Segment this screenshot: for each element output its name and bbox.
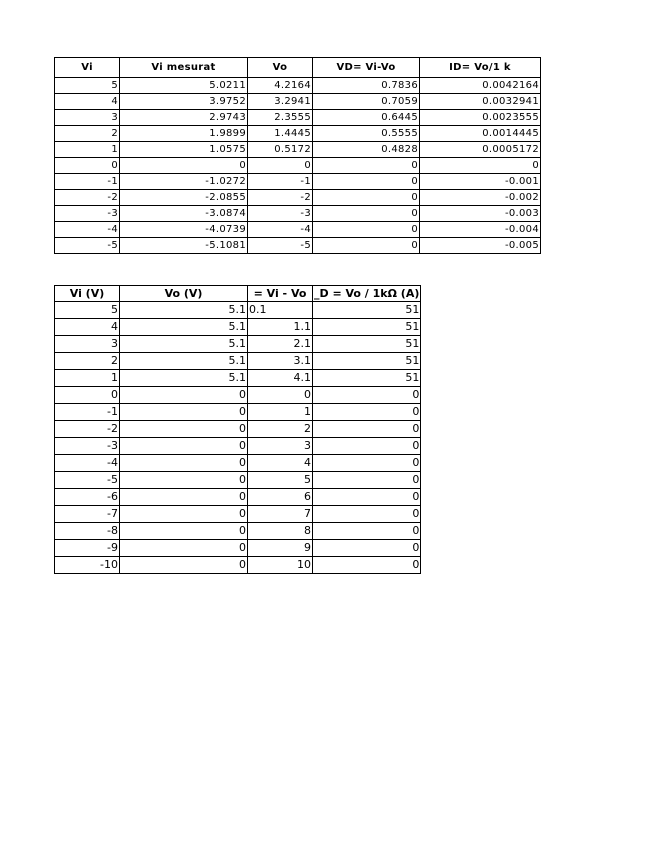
cell-vi: 1 — [55, 370, 120, 387]
cell-vi: 0 — [55, 387, 120, 404]
cell-vd: 0.4828 — [313, 142, 420, 158]
cell-id: 0 — [313, 540, 421, 557]
table-row — [55, 126, 541, 142]
cell-vd: 3.1 — [248, 353, 313, 370]
cell-vd: 2.1 — [248, 336, 313, 353]
cell-vo: 5.1 — [120, 336, 248, 353]
table-row — [55, 110, 541, 126]
cell-vd: 8 — [248, 523, 313, 540]
cell-vo: 0 — [120, 557, 248, 574]
cell-vi: -1 — [55, 174, 120, 190]
cell-vo: 5.1 — [120, 353, 248, 370]
header-vd: VD= Vi-Vo — [313, 58, 420, 78]
cell-id: 51 — [313, 370, 421, 387]
cell-vd: 1 — [248, 404, 313, 421]
cell-vd: 1.1 — [248, 319, 313, 336]
cell-vo: 0 — [120, 421, 248, 438]
cell-id: -0.001 — [420, 174, 541, 190]
table-row — [55, 489, 421, 506]
cell-vo: 0 — [120, 540, 248, 557]
cell-vi-mesurat: 5.0211 — [120, 78, 248, 94]
cell-vi-mesurat: -4.0739 — [120, 222, 248, 238]
cell-vi: -7 — [55, 506, 120, 523]
cell-vi: -8 — [55, 523, 120, 540]
cell-vo: 0 — [120, 387, 248, 404]
cell-id: 51 — [313, 319, 421, 336]
cell-id: 0 — [313, 523, 421, 540]
cell-vi-mesurat: -2.0855 — [120, 190, 248, 206]
cell-vo: 5.1 — [120, 319, 248, 336]
cell-vi: 3 — [55, 110, 120, 126]
cell-id: 0.0023555 — [420, 110, 541, 126]
cell-vo: 0 — [120, 455, 248, 472]
cell-vi: -5 — [55, 238, 120, 254]
cell-vi: -3 — [55, 438, 120, 455]
cell-id: 0 — [313, 438, 421, 455]
cell-vo: 4.2164 — [248, 78, 313, 94]
cell-vd: 5 — [248, 472, 313, 489]
cell-vo: 5.1 — [120, 302, 248, 319]
cell-id: 0 — [420, 158, 541, 174]
cell-vd: 0 — [313, 158, 420, 174]
table-row — [55, 222, 541, 238]
table-row — [55, 238, 541, 254]
table-row — [55, 78, 541, 94]
cell-vi: 1 — [55, 142, 120, 158]
cell-vo: 0 — [120, 489, 248, 506]
cell-vd: 0 — [313, 222, 420, 238]
cell-vi: 5 — [55, 78, 120, 94]
table-row — [55, 158, 541, 174]
cell-id: 51 — [313, 336, 421, 353]
table-row — [55, 190, 541, 206]
cell-vi: -3 — [55, 206, 120, 222]
cell-vd: 3 — [248, 438, 313, 455]
cell-id: 0.0032941 — [420, 94, 541, 110]
ideal-diode-table — [54, 285, 421, 574]
cell-vi-mesurat: -5.1081 — [120, 238, 248, 254]
table-row — [55, 174, 541, 190]
cell-vo: 0 — [120, 506, 248, 523]
cell-id: 0 — [313, 506, 421, 523]
cell-vd: 0.5555 — [313, 126, 420, 142]
cell-vo: -3 — [248, 206, 313, 222]
cell-vd: 0.1 — [248, 302, 313, 319]
cell-vi-mesurat: 2.9743 — [120, 110, 248, 126]
cell-vd: 4.1 — [248, 370, 313, 387]
cell-vi-mesurat: 1.9899 — [120, 126, 248, 142]
cell-vd: 7 — [248, 506, 313, 523]
cell-id: 0.0042164 — [420, 78, 541, 94]
cell-vi: 2 — [55, 353, 120, 370]
table-row — [55, 336, 421, 353]
cell-vi-mesurat: -1.0272 — [120, 174, 248, 190]
table-row — [55, 319, 421, 336]
table-row — [55, 540, 421, 557]
cell-vo: 0 — [120, 523, 248, 540]
cell-vi: -2 — [55, 190, 120, 206]
cell-id: 0 — [313, 455, 421, 472]
cell-vo: 0 — [120, 404, 248, 421]
cell-id: -0.005 — [420, 238, 541, 254]
header-vd-formula: = Vi - Vo — [248, 286, 313, 302]
cell-id: 0.0014445 — [420, 126, 541, 142]
table-row — [55, 523, 421, 540]
table-row — [55, 404, 421, 421]
cell-vo: -2 — [248, 190, 313, 206]
cell-id: -0.004 — [420, 222, 541, 238]
cell-vi: -2 — [55, 421, 120, 438]
table-row — [55, 142, 541, 158]
header-id: ID= Vo/1 k — [420, 58, 541, 78]
cell-vd: 0.7836 — [313, 78, 420, 94]
cell-vi: -4 — [55, 455, 120, 472]
table-header-row — [55, 58, 541, 78]
cell-vd: 0 — [313, 174, 420, 190]
cell-vo: 0 — [248, 158, 313, 174]
cell-vi-mesurat: -3.0874 — [120, 206, 248, 222]
cell-vd: 0 — [313, 190, 420, 206]
cell-vi: -10 — [55, 557, 120, 574]
cell-vi: 4 — [55, 94, 120, 110]
cell-id: -0.003 — [420, 206, 541, 222]
cell-vo: 0 — [120, 438, 248, 455]
cell-vd: 0.6445 — [313, 110, 420, 126]
cell-vi-mesurat: 1.0575 — [120, 142, 248, 158]
table-row — [55, 506, 421, 523]
cell-vd: 4 — [248, 455, 313, 472]
table-row — [55, 455, 421, 472]
cell-vo: -1 — [248, 174, 313, 190]
cell-vd: 6 — [248, 489, 313, 506]
cell-vi: 0 — [55, 158, 120, 174]
cell-id: 0 — [313, 557, 421, 574]
header-vo-v: Vo (V) — [120, 286, 248, 302]
cell-vd: 9 — [248, 540, 313, 557]
cell-id: -0.002 — [420, 190, 541, 206]
cell-vo: 5.1 — [120, 370, 248, 387]
cell-vi: 3 — [55, 336, 120, 353]
table-row — [55, 438, 421, 455]
table-row — [55, 421, 421, 438]
table-row — [55, 387, 421, 404]
header-vi-v: Vi (V) — [55, 286, 120, 302]
cell-id: 51 — [313, 353, 421, 370]
header-vi: Vi — [55, 58, 120, 78]
cell-vi: 2 — [55, 126, 120, 142]
cell-vd: 2 — [248, 421, 313, 438]
table-row — [55, 206, 541, 222]
cell-vo: -4 — [248, 222, 313, 238]
cell-id: 51 — [313, 302, 421, 319]
header-vo: Vo — [248, 58, 313, 78]
table-row — [55, 370, 421, 387]
cell-vd: 0 — [248, 387, 313, 404]
cell-vi: -6 — [55, 489, 120, 506]
table-row — [55, 302, 421, 319]
cell-vd: 10 — [248, 557, 313, 574]
cell-vi: 5 — [55, 302, 120, 319]
header-vi-mesurat: Vi mesurat — [120, 58, 248, 78]
cell-vi-mesurat: 0 — [120, 158, 248, 174]
cell-id: 0 — [313, 404, 421, 421]
cell-vd: 0.7059 — [313, 94, 420, 110]
table-row — [55, 557, 421, 574]
cell-vi: -5 — [55, 472, 120, 489]
table-row — [55, 94, 541, 110]
table-header-row — [55, 286, 421, 302]
cell-vd: 0 — [313, 238, 420, 254]
cell-id: 0 — [313, 489, 421, 506]
cell-vo: 0 — [120, 472, 248, 489]
cell-vi: -1 — [55, 404, 120, 421]
cell-vi-mesurat: 3.9752 — [120, 94, 248, 110]
cell-vd: 0 — [313, 206, 420, 222]
cell-id: 0.0005172 — [420, 142, 541, 158]
cell-id: 0 — [313, 387, 421, 404]
header-id-formula: _D = Vo / 1kΩ (A) — [314, 287, 420, 300]
cell-id: 0 — [313, 472, 421, 489]
table-row — [55, 472, 421, 489]
cell-vo: 1.4445 — [248, 126, 313, 142]
cell-vi: -9 — [55, 540, 120, 557]
cell-vi: -4 — [55, 222, 120, 238]
cell-vo: 0.5172 — [248, 142, 313, 158]
cell-vo: 2.3555 — [248, 110, 313, 126]
cell-vi: 4 — [55, 319, 120, 336]
diode-measurements-table — [54, 57, 541, 254]
cell-id: 0 — [313, 421, 421, 438]
table-row — [55, 353, 421, 370]
cell-vo: -5 — [248, 238, 313, 254]
cell-vo: 3.2941 — [248, 94, 313, 110]
